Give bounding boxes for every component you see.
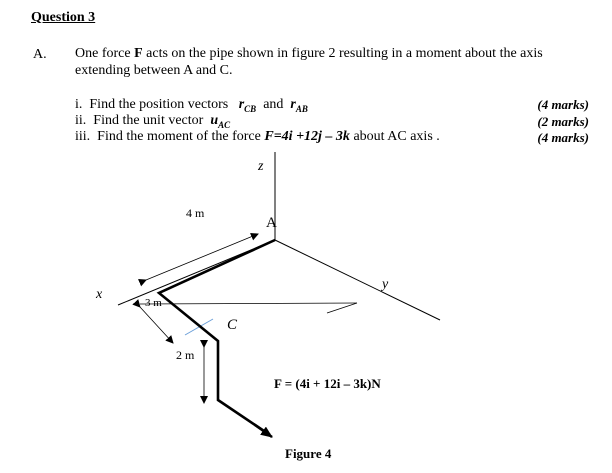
vector-r-cb: $r_{CB}$ — [238, 97, 257, 114]
dimension-3m-arrow — [140, 307, 173, 343]
force-arrow — [255, 425, 272, 437]
task-3-num: iii. — [75, 129, 91, 144]
y-axis-label: y — [382, 277, 389, 292]
task-2-text: Find the unit vector — [93, 113, 204, 128]
force-label: F = (4i + 12i – 3k)N — [274, 376, 381, 391]
guide-line-parallel-x — [327, 303, 357, 313]
dim-2m-label: 2 m — [176, 348, 195, 362]
task-1-marks: (4 marks) — [537, 97, 589, 112]
task-1-and: and — [263, 97, 284, 112]
vector-u-ac: $u_{AC}$ — [210, 113, 231, 130]
task-3-text: Find the moment of the force — [97, 129, 261, 144]
question-title: Question 3 — [31, 10, 96, 25]
y-axis-line — [275, 240, 440, 320]
point-a-label: A — [266, 215, 277, 231]
task-2-marks: (2 marks) — [537, 114, 589, 129]
intro-pre: One force — [75, 46, 135, 61]
task-1-text: Find the position vectors — [89, 97, 229, 112]
dim-4m-label: 4 m — [186, 206, 205, 220]
task-3-post: about AC axis . — [353, 129, 440, 144]
intro-line-2: extending between A and C. — [75, 63, 233, 78]
figure-caption: Figure 4 — [285, 446, 332, 461]
intro-post: acts on the pipe shown in figure 2 resulting in a moment about the axis — [142, 46, 543, 61]
dim-3m-label: 3 m — [145, 297, 162, 309]
task-1-num: i. — [75, 97, 83, 112]
task-3-marks: (4 marks) — [537, 130, 589, 145]
pipe — [159, 240, 275, 435]
x-axis-label: x — [96, 287, 103, 302]
vector-r-ab: $r_{AB}$ — [290, 97, 308, 114]
z-axis-label: z — [258, 159, 264, 174]
task-2-num: ii. — [75, 113, 87, 128]
force-symbol: F — [134, 46, 143, 61]
force-expression: F=4i +12j – 3k — [264, 129, 350, 144]
part-label: A. — [33, 47, 47, 62]
point-c-label: C — [227, 317, 238, 333]
